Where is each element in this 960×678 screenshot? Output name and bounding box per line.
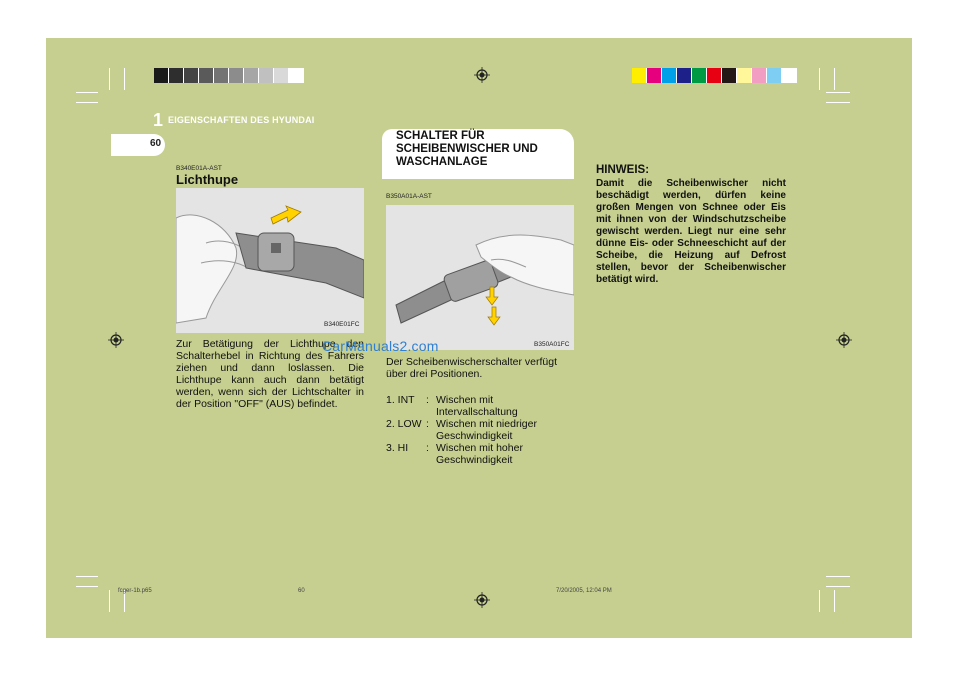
- image-code: B340E01FC: [324, 321, 360, 328]
- color-swatch: [692, 68, 707, 83]
- section-code: B340E01A-AST: [176, 165, 222, 172]
- crop-mark: [76, 92, 98, 93]
- manual-page: [46, 38, 912, 638]
- section-title: SCHALTER FÜR SCHEIBENWISCHER UND WASCHANLAGE: [396, 130, 538, 168]
- wiper-illustration-icon: [386, 205, 574, 350]
- crop-mark: [826, 576, 850, 577]
- color-swatch: [259, 68, 274, 83]
- chapter-number: 1: [153, 110, 164, 130]
- color-calibration-bar: [632, 68, 797, 83]
- position-desc: Wischen mit Intervallschaltung: [436, 394, 518, 418]
- color-swatch: [647, 68, 662, 83]
- position-desc: Wischen mit hoher Geschwindigkeit: [436, 442, 523, 466]
- page-number: 60: [150, 138, 162, 149]
- color-swatch: [244, 68, 259, 83]
- crop-mark: [826, 102, 850, 103]
- color-swatch: [737, 68, 752, 83]
- notice-body: Damit die Scheibenwischer nicht beschädigt werden, dürfen keine großen Mengen von Schnee oder Eis mit ihnen von der Windschutzscheibe gewischt werden. Liegt nur eine sehr dünne Eis- oder Schneeschicht auf der Scheibe, die Heizung auf Defrost stellen, bevor der Scheibenwischer betätigt wird.: [596, 178, 786, 285]
- registration-mark-icon: [108, 332, 124, 348]
- color-swatch: [707, 68, 722, 83]
- registration-mark-icon: [474, 67, 490, 83]
- crop-mark: [819, 590, 820, 612]
- color-swatch: [229, 68, 244, 83]
- flasher-illustration-icon: [176, 188, 364, 333]
- registration-mark-icon: [836, 332, 852, 348]
- wiper-switch-photo: [386, 205, 574, 350]
- crop-mark: [834, 590, 835, 612]
- color-swatch: [767, 68, 782, 83]
- crop-mark: [76, 102, 98, 103]
- crop-mark: [76, 576, 98, 577]
- section-body: Zur Betätigung der Lichthupe den Schalterhebel in Richtung des Fahrers ziehen und dann loslassen. Die Lichthupe kann auch dann betätigt werden, wenn sich der Lichtschalter in der Position "OFF" (AUS) befindet.: [176, 338, 364, 410]
- section-code: B350A01A-AST: [386, 193, 432, 200]
- position-key: 2. LOW: [386, 418, 422, 430]
- list-item: [386, 418, 576, 442]
- position-separator: :: [426, 418, 429, 430]
- notice-title: HINWEIS:: [596, 164, 650, 176]
- color-swatch: [752, 68, 767, 83]
- color-swatch: [662, 68, 677, 83]
- color-swatch: [214, 68, 229, 83]
- list-item: [386, 442, 576, 466]
- crop-mark: [834, 68, 835, 90]
- crop-mark: [109, 68, 110, 90]
- image-code: B350A01FC: [534, 341, 570, 348]
- color-swatch: [722, 68, 737, 83]
- position-key: 3. HI: [386, 442, 409, 454]
- color-swatch: [289, 68, 304, 83]
- lever-photo: [176, 188, 364, 333]
- section-heading: Lichthupe: [176, 172, 239, 187]
- footer-page: 60: [298, 588, 305, 594]
- color-swatch: [169, 68, 184, 83]
- crop-mark: [826, 586, 850, 587]
- position-separator: :: [426, 442, 429, 454]
- crop-mark: [109, 590, 110, 612]
- color-swatch: [274, 68, 289, 83]
- color-swatch: [184, 68, 199, 83]
- footer-file: fcger-1b.p65: [118, 588, 152, 594]
- position-separator: :: [426, 394, 429, 406]
- watermark-link[interactable]: CarManuals2.com: [322, 338, 439, 354]
- section-intro: Der Scheibenwischerschalter verfügt über drei Positionen.: [386, 356, 557, 380]
- color-swatch: [154, 68, 169, 83]
- list-item: [386, 394, 576, 418]
- crop-mark: [76, 586, 98, 587]
- position-key: 1. INT: [386, 394, 415, 406]
- positions-list: [386, 394, 576, 466]
- color-swatch: [677, 68, 692, 83]
- registration-mark-icon: [474, 592, 490, 608]
- crop-mark: [124, 68, 125, 90]
- color-swatch: [632, 68, 647, 83]
- chapter-title: EIGENSCHAFTEN DES HYUNDAI: [168, 115, 315, 125]
- crop-mark: [826, 92, 850, 93]
- color-swatch: [782, 68, 797, 83]
- crop-mark: [819, 68, 820, 90]
- footer-timestamp: 7/20/2005, 12:04 PM: [556, 588, 612, 594]
- grey-calibration-bar: [154, 68, 304, 83]
- color-swatch: [199, 68, 214, 83]
- position-desc: Wischen mit niedriger Geschwindigkeit: [436, 418, 537, 442]
